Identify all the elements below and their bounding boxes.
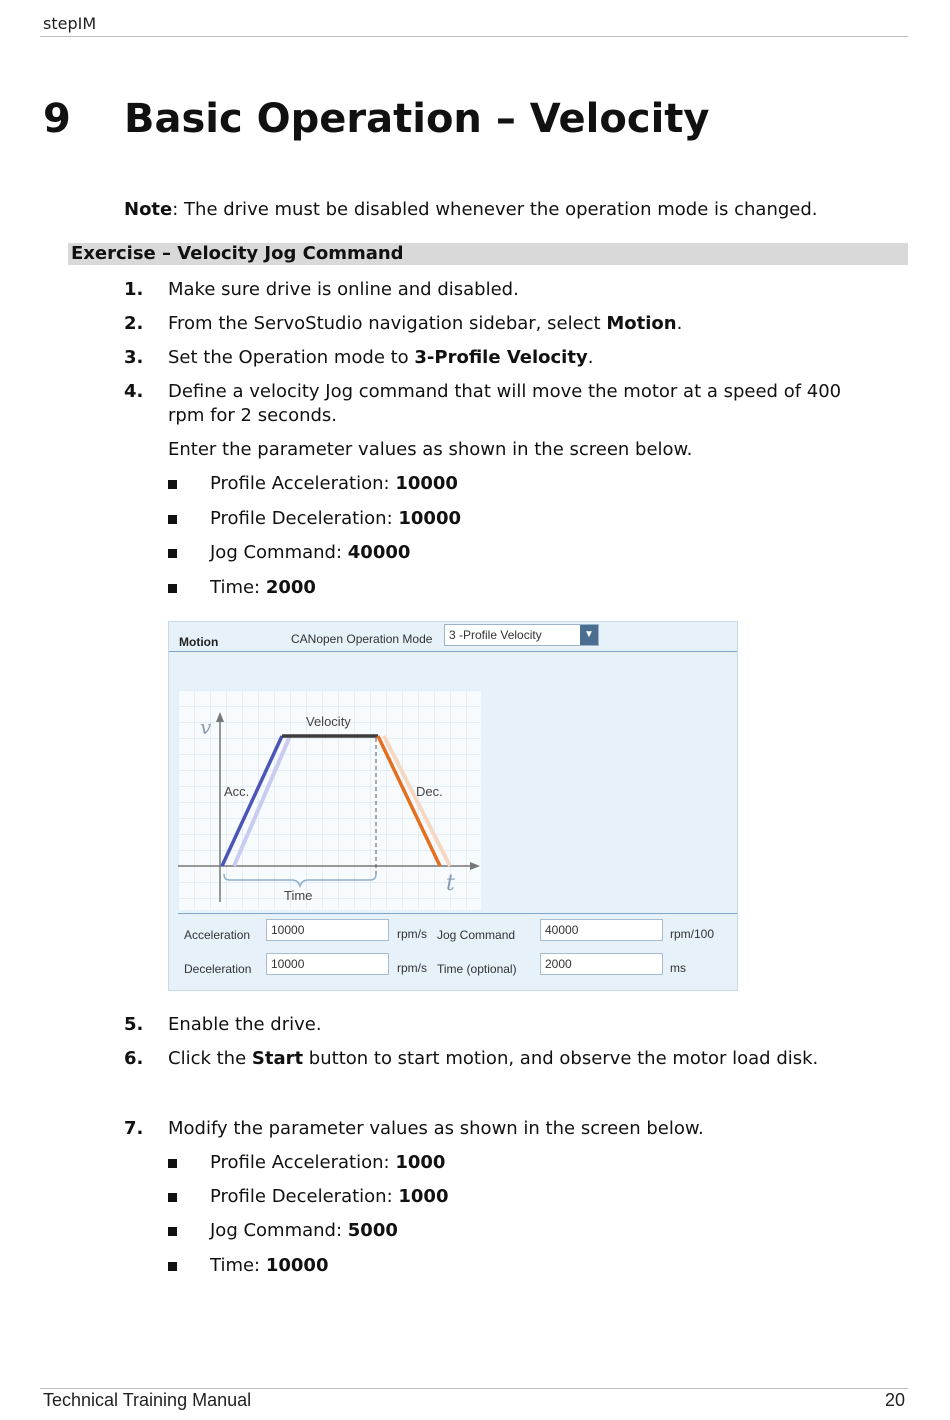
motion-screen-screenshot <box>168 621 738 991</box>
acceleration-label: Acceleration <box>184 928 251 942</box>
step-text-post: . <box>587 347 594 368</box>
acc-label: Acc. <box>224 784 250 799</box>
param-label: Profile Acceleration: <box>210 473 396 494</box>
bullet-square-icon <box>168 1159 177 1168</box>
param-value: 5000 <box>347 1220 398 1241</box>
chapter-title: Basic Operation – Velocity <box>124 96 710 142</box>
deceleration-input[interactable]: 10000 <box>266 953 389 975</box>
velocity-title-label: Velocity <box>306 714 351 729</box>
step-text: Modify the parameter values as shown in the screen below. <box>168 1118 704 1139</box>
step-number: 2. <box>124 313 144 334</box>
bullet-square-icon <box>168 515 177 524</box>
exercise-heading: Exercise – Velocity Jog Command <box>68 243 908 265</box>
step-text-pre: Click the <box>168 1048 252 1069</box>
jog-command-label: Jog Command <box>437 928 516 942</box>
instruction-paragraph: Enter the parameter values as shown in the screen below. <box>168 439 693 460</box>
step-number: 4. <box>124 381 144 402</box>
note-text: : The drive must be disabled whenever the operation mode is changed. <box>172 199 818 220</box>
jog-command-unit: rpm/100 <box>670 927 715 941</box>
step-text <box>168 1047 888 1071</box>
bullet-square-icon <box>168 549 177 558</box>
param-label: Time: <box>210 577 266 598</box>
step-text <box>168 312 868 336</box>
deceleration-unit: rpm/s <box>397 961 427 975</box>
chapter-number: 9 <box>43 96 71 142</box>
velocity-axis-label: v <box>200 715 212 739</box>
param-label: Profile Deceleration: <box>210 1186 399 1207</box>
param-label: Profile Deceleration: <box>210 508 399 529</box>
panel-divider <box>178 913 737 914</box>
bullet-square-icon <box>168 1193 177 1202</box>
deceleration-label: Deceleration <box>184 962 252 976</box>
panel-divider <box>169 651 737 652</box>
time-input[interactable]: 2000 <box>540 953 663 975</box>
note-label: Note <box>124 199 173 220</box>
page-number: 20 <box>884 1390 905 1410</box>
step-text: Enable the drive. <box>168 1014 322 1035</box>
param-value: 2000 <box>265 577 316 598</box>
step-text-post: . <box>676 313 683 334</box>
step-number: 5. <box>124 1014 144 1035</box>
running-header: stepIM <box>43 14 97 33</box>
param-value: 10000 <box>265 1255 329 1276</box>
step-number: 1. <box>124 279 144 300</box>
bullet-square-icon <box>168 1262 177 1271</box>
time-axis-label: t <box>446 871 455 896</box>
chevron-down-icon[interactable]: ▼ <box>580 625 598 645</box>
step-number: 7. <box>124 1118 144 1139</box>
jog-command-input[interactable]: 40000 <box>540 919 663 941</box>
acceleration-input[interactable]: 10000 <box>266 919 389 941</box>
step-text-post: button to start motion, and observe the motor load disk. <box>303 1048 819 1069</box>
note-paragraph <box>124 199 818 220</box>
operation-mode-label: CANopen Operation Mode <box>291 632 433 646</box>
step-text <box>168 346 868 370</box>
param-label: Jog Command: <box>210 542 348 563</box>
time-unit: ms <box>670 961 686 975</box>
step-text: Define a velocity Jog command that will move the motor at a speed of 400 rpm for 2 seconds. <box>168 381 842 426</box>
bullet-square-icon <box>168 480 177 489</box>
step-text: Make sure drive is online and disabled. <box>168 279 519 300</box>
param-label: Time: <box>210 1255 266 1276</box>
param-label: Profile Acceleration: <box>210 1152 396 1173</box>
step-text-bold: 3-Profile Velocity <box>414 347 588 368</box>
velocity-profile-diagram <box>178 690 481 910</box>
operation-mode-value: 3 -Profile Velocity <box>449 628 542 642</box>
operation-mode-select[interactable] <box>444 624 599 646</box>
param-label: Jog Command: <box>210 1220 348 1241</box>
step-text-bold: Start <box>251 1048 304 1069</box>
step-number: 3. <box>124 347 144 368</box>
step-text-bold: Motion <box>606 313 677 334</box>
footer-divider <box>40 1388 908 1389</box>
acceleration-unit: rpm/s <box>397 927 427 941</box>
bullet-square-icon <box>168 1227 177 1236</box>
footer-title: Technical Training Manual <box>43 1390 252 1410</box>
header-divider <box>40 36 908 37</box>
step-text-pre: From the ServoStudio navigation sidebar, select <box>168 313 607 334</box>
param-value: 10000 <box>395 473 458 494</box>
step-number: 6. <box>124 1048 144 1069</box>
step-text-pre: Set the Operation mode to <box>168 347 415 368</box>
time-optional-label: Time (optional) <box>437 962 517 976</box>
param-value: 10000 <box>398 508 461 529</box>
time-label: Time <box>284 888 313 903</box>
param-value: 40000 <box>347 542 411 563</box>
param-value: 1000 <box>395 1152 446 1173</box>
bullet-square-icon <box>168 584 177 593</box>
param-value: 1000 <box>398 1186 449 1207</box>
motion-panel-title: Motion <box>179 635 219 649</box>
dec-label: Dec. <box>416 784 443 799</box>
